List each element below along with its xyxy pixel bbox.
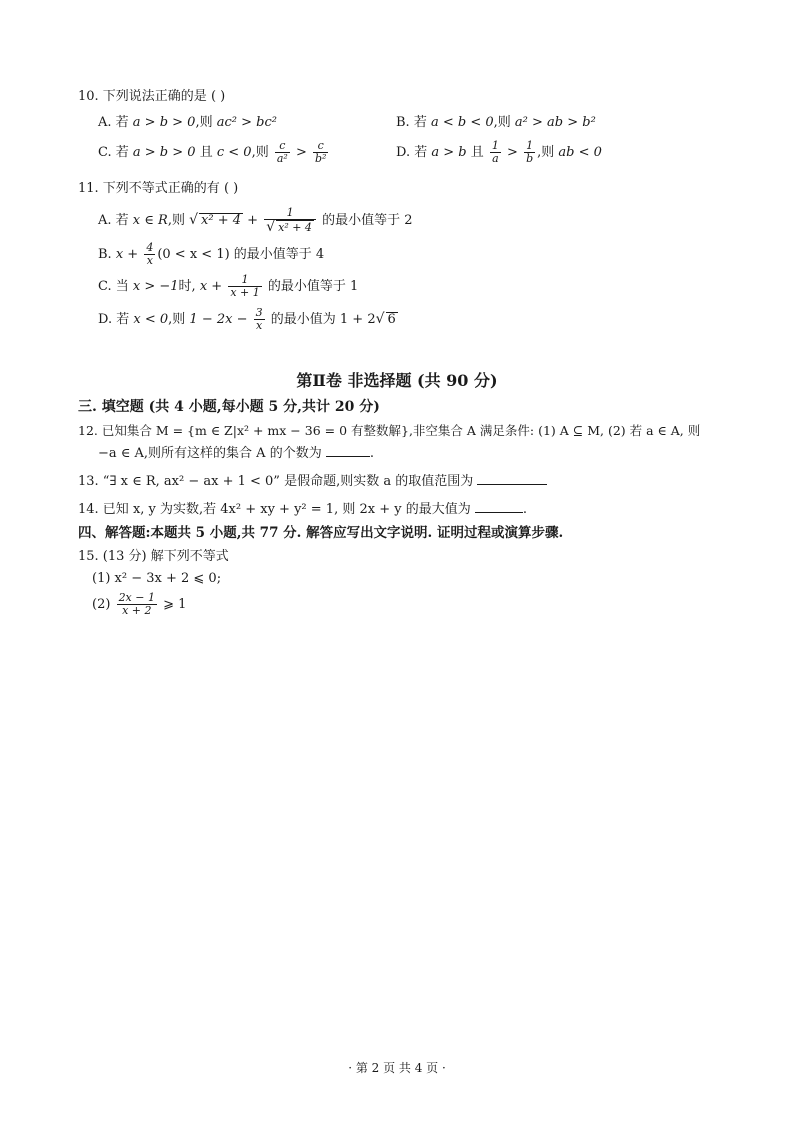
q10-option-a: A. 若 a > b > 0,则 ac² > bc²	[98, 115, 277, 130]
fraction: $\frac{1}{x + 1}$	[230, 273, 260, 299]
q15-part2: (2) $\frac{2x - 1}{x + 2}$ ⩾ 1	[92, 591, 187, 617]
fraction: $\frac{2x - 1}{x + 2}$	[118, 591, 155, 617]
q10-option-d: D. 若 a > b 且 $\frac{1}{a}$ > $\frac{1}{b}$ ,则 ab < 0	[396, 139, 602, 165]
q15-part1: (1) x² − 3x + 2 ⩽ 0;	[92, 571, 222, 586]
q11-stem: 11. 下列不等式正确的有 ( )	[78, 181, 239, 196]
q10-option-b: B. 若 a < b < 0,则 a² > ab > b²	[396, 115, 596, 130]
fraction: $\frac{c}{\text{b²}}$	[315, 139, 327, 165]
q12-line1: 12. 已知集合 M = {m ∈ Z|x² + mx − 36 = 0 有整数解},非空集合 A 满足条件: (1) A ⊆ M, (2) 若 a ∈ A, 则	[78, 423, 701, 438]
q13: 13. “∃ x ∈ R, ax² − ax + 1 < 0” 是假命题,则实数 a 的取值范围为	[78, 472, 547, 491]
answer-blank	[475, 500, 523, 513]
answer-blank	[477, 472, 547, 485]
fraction: $\frac{1}{a}$	[491, 139, 499, 165]
answer-blank	[326, 444, 370, 457]
section-3-title: 三. 填空题 (共 4 小题,每小题 5 分,共计 20 分)	[78, 399, 380, 415]
fraction: $\frac{3}{x}$	[255, 306, 263, 332]
q12-line2: −a ∈ A,则所有这样的集合 A 的个数为 .	[98, 446, 374, 461]
fraction: $\frac{1}{\text{√ x² + 4}}$	[264, 207, 316, 235]
part2-title: 第Ⅱ卷 非选择题 (共 90 分)	[296, 371, 498, 390]
fraction: $\frac{1}{b}$	[526, 139, 534, 165]
q10-stem: 10. 下列说法正确的是 ( )	[78, 89, 226, 104]
q11-option-a: A. 若 x ∈ R,则 √ x² + 4 + $\frac{1}{\text{√ x² + 4}}$ 的最小值等于 2	[98, 205, 413, 235]
page-footer: · 第 2 页 共 4 页 ·	[348, 1061, 446, 1075]
q10-option-c: C. 若 a > b > 0 且 c < 0,则 $\frac{c}{\text{a²}}$ > $\frac{c}{\text{b²}}$	[98, 139, 327, 165]
q11-option-c: C. 当 x > −1时, x + $\frac{1}{x + 1}$ 的最小值等于 1	[98, 273, 359, 299]
fraction: $\frac{4}{x}$	[146, 241, 154, 267]
q11-option-b: B. x + $\frac{4}{x}$ (0 < x < 1) 的最小值等于 4	[98, 241, 325, 267]
q15-stem: 15. (13 分) 解下列不等式	[78, 549, 229, 564]
section-4-title: 四、解答题:本题共 5 小题,共 77 分. 解答应写出文字说明. 证明过程或演算步骤.	[78, 525, 564, 541]
q14: 14. 已知 x, y 为实数,若 4x² + xy + y² = 1, 则 2x + y 的最大值为 .	[78, 502, 527, 517]
q11-option-d: D. 若 x < 0,则 1 − 2x − $\frac{3}{x}$ 的最小值为 1 + 2√ 6	[98, 306, 396, 332]
fraction: $\frac{c}{\text{a²}}$	[276, 139, 288, 165]
